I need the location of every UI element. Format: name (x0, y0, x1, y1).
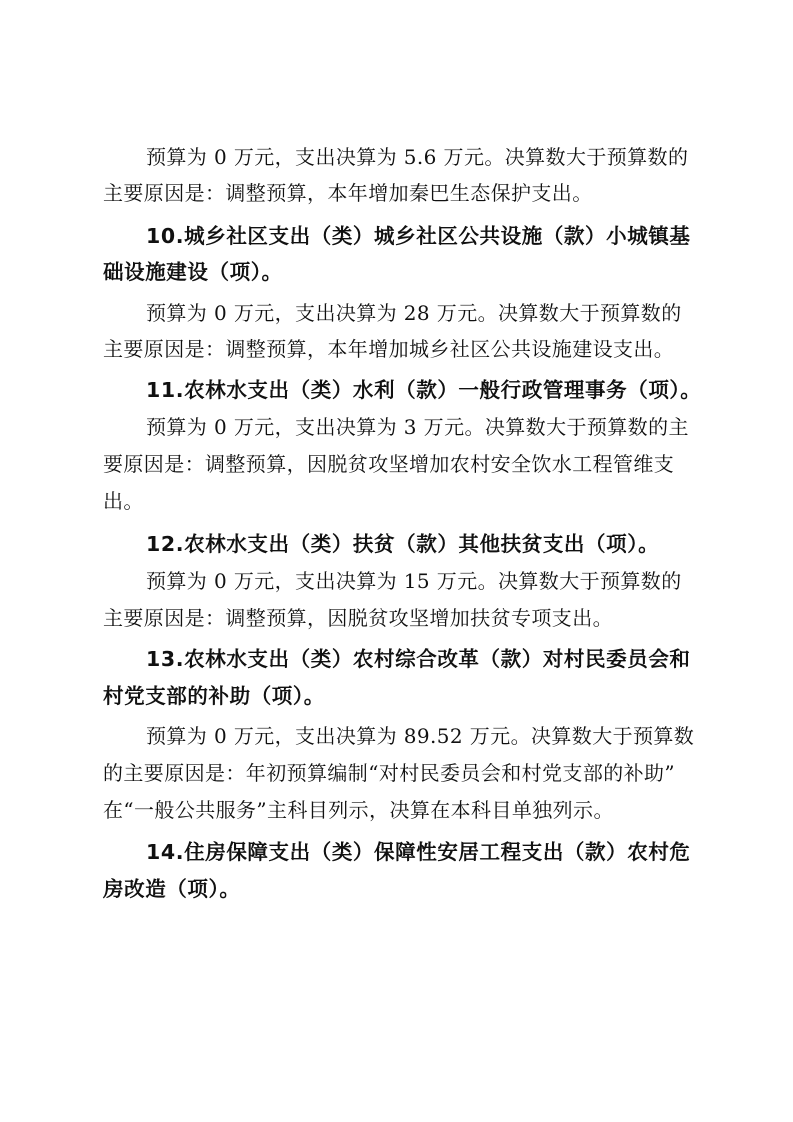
section-heading-13-cont: 村党支部的补助（项）。 (103, 684, 325, 708)
section-heading-12: 12.农林水支出（类）扶贫（款）其他扶贫支出（项）。 (146, 532, 660, 556)
section-heading-14-cont: 房改造（项）。 (103, 877, 241, 901)
section-heading-14: 14.住房保障支出（类）保障性安居工程支出（款）农村危 (146, 840, 691, 864)
body-text-line: 的主要原因是：年初预算编制“对村民委员会和村党支部的补助” (103, 761, 676, 785)
body-text-line: 在“一般公共服务”主科目列示，决算在本科目单独列示。 (103, 798, 614, 822)
body-text-line: 预算为 0 万元，支出决算为 89.52 万元。决算数大于预算数 (146, 724, 695, 748)
body-text-line: 主要原因是：调整预算，因脱贫攻坚增加扶贫专项支出。 (103, 606, 613, 630)
section-heading-11: 11.农林水支出（类）水利（款）一般行政管理事务（项）。 (146, 378, 702, 402)
body-text-line: 预算为 0 万元，支出决算为 5.6 万元。决算数大于预算数的 (146, 145, 689, 169)
section-heading-13: 13.农林水支出（类）农村综合改革（款）对村民委员会和 (146, 647, 691, 671)
body-text-line: 出。 (103, 489, 144, 513)
section-heading-10: 10.城乡社区支出（类）城乡社区公共设施（款）小城镇基 (146, 224, 691, 248)
body-text-line: 预算为 0 万元，支出决算为 15 万元。决算数大于预算数的 (146, 569, 682, 593)
body-text-line: 主要原因是：调整预算，本年增加秦巴生态保护支出。 (103, 181, 593, 205)
section-heading-10-cont: 础设施建设（项）。 (103, 260, 283, 284)
body-text-line: 预算为 0 万元，支出决算为 3 万元。决算数大于预算数的主 (146, 415, 689, 439)
body-text-line: 主要原因是：调整预算，本年增加城乡社区公共设施建设支出。 (103, 337, 675, 361)
body-text-line: 预算为 0 万元，支出决算为 28 万元。决算数大于预算数的 (146, 301, 682, 325)
body-text-line: 要原因是：调整预算，因脱贫攻坚增加农村安全饮水工程管维支 (103, 452, 675, 476)
